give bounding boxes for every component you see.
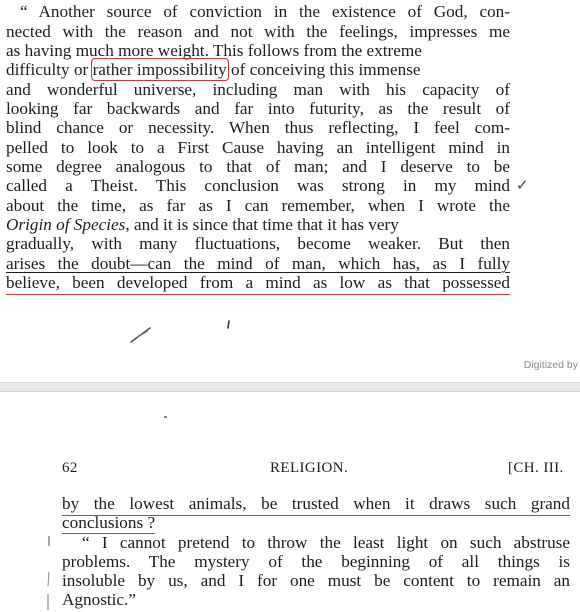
text-line: gradually, with many fluctuations, become weaker. But then bbox=[6, 234, 510, 253]
text-line bbox=[6, 41, 510, 61]
text-line: blind chance or necessity. When thus reflecting, I feel com- bbox=[6, 118, 510, 137]
text-line: pelled to look to a First Cause having an intelligent mind in bbox=[6, 138, 510, 157]
text-line bbox=[6, 215, 510, 235]
text-segment: , and it is since that time that it has very bbox=[125, 215, 399, 234]
text-line: Agnostic.” bbox=[62, 590, 136, 609]
chapter-label: [CH. III. bbox=[508, 460, 564, 476]
text-line: “ I cannot pretend to throw the least light on such abstruse bbox=[82, 533, 570, 552]
text-line: looking far backwards and far into futurity, as the result of bbox=[6, 99, 510, 118]
text-line bbox=[6, 60, 510, 80]
text-line: arises the doubt—can the mind of man, which has, as I fully bbox=[6, 254, 510, 273]
text-segment: of conceiving this immense bbox=[231, 60, 421, 79]
page-number: 62 bbox=[62, 460, 78, 476]
digitized-watermark: Digitized by bbox=[523, 359, 578, 371]
text-line: problems. The mystery of the beginning of all things is bbox=[62, 552, 570, 571]
page-bottom bbox=[0, 392, 580, 612]
italic-title: Origin of Species bbox=[6, 215, 126, 234]
underlined-text-segment: conclusions ? bbox=[62, 513, 156, 532]
text-line: and wonderful universe, including man with his capacity of bbox=[6, 80, 510, 99]
text-segment: difficulty or bbox=[6, 60, 89, 79]
text-segment: as having much more weight. This follows from the extreme bbox=[6, 41, 422, 60]
page-divider bbox=[0, 382, 580, 392]
running-title: RELIGION. bbox=[270, 460, 349, 476]
margin-checkmark-icon: ✓ bbox=[516, 176, 529, 194]
underlined-text-line: believe, been developed from a mind as low as that possessed bbox=[6, 273, 510, 295]
text-line: called a Theist. This conclusion was strong in my mind bbox=[6, 176, 510, 195]
boxed-annotation: rather impossibility bbox=[92, 60, 227, 79]
text-line: some degree analogous to that of man; and I deserve to be bbox=[6, 157, 510, 176]
text-line: about the time, as far as I can remember, when I wrote the bbox=[6, 196, 510, 215]
text-line bbox=[62, 513, 570, 533]
ink-mark-icon bbox=[226, 320, 232, 330]
underlined-text-line: by the lowest animals, be trusted when it draws such grand bbox=[62, 494, 570, 516]
pencil-stroke-icon bbox=[128, 322, 158, 346]
text-line: insoluble by us, and I for one must be content to remain an bbox=[62, 571, 570, 590]
text-line: nected with the reason and not with the feelings, impresses me bbox=[6, 22, 510, 41]
speck-mark bbox=[164, 416, 167, 418]
margin-stroke-icon bbox=[44, 532, 54, 612]
text-line: “ Another source of conviction in the existence of God, con- bbox=[20, 2, 510, 21]
